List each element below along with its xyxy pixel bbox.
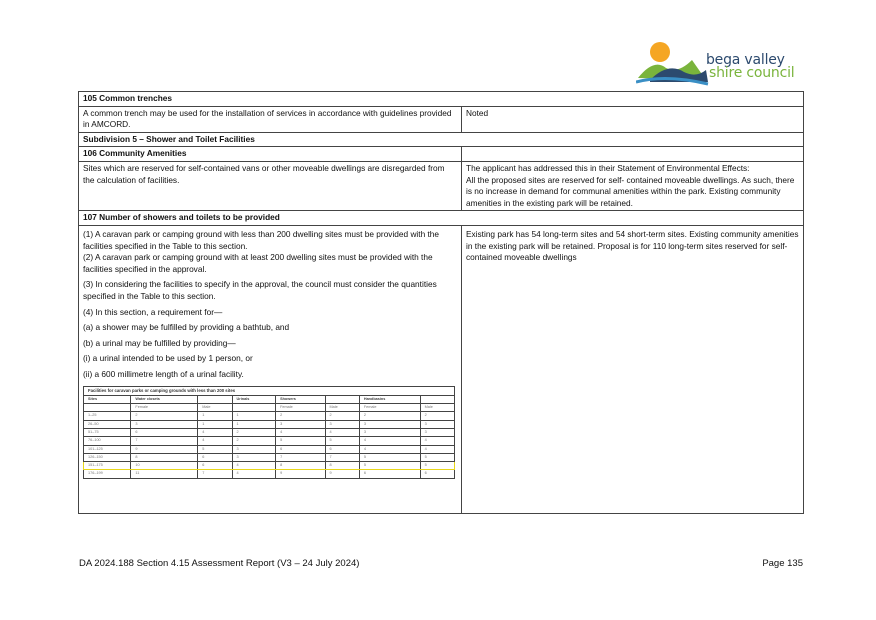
mini-table-cell: 7: [131, 437, 198, 445]
mini-h1-cell: [325, 395, 359, 403]
mini-h1-cell: Handbasins: [359, 395, 420, 403]
mini-table-title: Facilities for caravan parks or camping grounds with less than 200 sites: [84, 387, 455, 395]
mini-h2-cell: Female: [359, 404, 420, 412]
mini-header-2: [84, 404, 455, 412]
mini-table-cell: 4: [232, 462, 276, 470]
mini-table-cell: 2: [232, 428, 276, 436]
mini-table-cell: 4: [198, 428, 232, 436]
mini-table-cell: 7: [276, 453, 325, 461]
mini-h2-cell: Female: [276, 404, 325, 412]
sun-icon: [650, 42, 670, 62]
mini-table-cell: 4: [359, 445, 420, 453]
footer-report-title: DA 2024.188 Section 4.15 Assessment Report (V3 – 24 July 2024): [79, 558, 360, 569]
mini-table-cell: 2: [232, 437, 276, 445]
mini-table-cell: 7: [325, 453, 359, 461]
mini-table-cell: 26–50: [84, 420, 131, 428]
mini-table-cell: 3: [420, 420, 454, 428]
mini-h1-cell: [198, 395, 232, 403]
mini-table-row: [84, 420, 455, 428]
mini-table-row: [84, 453, 455, 461]
mini-table-cell: 5: [359, 453, 420, 461]
mini-table-cell: 6: [276, 445, 325, 453]
section-105-header: [79, 92, 804, 107]
mini-table-cell: 6: [359, 470, 420, 478]
mini-table-cell: 5: [325, 437, 359, 445]
mini-table-row: [84, 462, 455, 470]
section-106-right-p2: All the proposed sites are reserved for self- contained moveable dwellings. As such, there is no increase in demand for communal amenities within the park. Existing community amenities in the existing park will be retained.: [466, 174, 795, 208]
mini-table-cell: 8: [276, 462, 325, 470]
mini-table-row: [84, 445, 455, 453]
mini-table-cell: 2: [420, 412, 454, 420]
section-105-left: A common trench may be used for the installation of services in accordance with guidelines provided in AMCORD.: [79, 106, 462, 132]
mini-table-cell: 76–100: [84, 437, 131, 445]
section-106-left: Sites which are reserved for self-contained vans or other moveable dwellings are disregarded from the calculation of facilities.: [79, 161, 462, 210]
mini-table-cell: 3: [359, 428, 420, 436]
logo-text-line2: shire council: [709, 65, 795, 81]
mini-table-cell: 4: [359, 437, 420, 445]
mini-table-cell: 6: [325, 445, 359, 453]
mini-h2-cell: Male: [420, 404, 454, 412]
mini-h2-cell: Female: [131, 404, 198, 412]
section-106-title: 106 Community Amenities: [79, 147, 462, 162]
mini-table-cell: 3: [359, 420, 420, 428]
mini-h1-cell: [420, 395, 454, 403]
mini-table-cell: 8: [325, 462, 359, 470]
mini-h1-cell: Water closets: [131, 395, 198, 403]
facilities-mini-table: [83, 386, 455, 478]
mini-table-cell: 101–125: [84, 445, 131, 453]
mini-table-cell: 4: [276, 428, 325, 436]
mini-table-cell: 176–199: [84, 470, 131, 478]
mini-header-1: [84, 395, 455, 403]
mini-table-cell: 5: [276, 437, 325, 445]
assessment-table: [78, 91, 804, 514]
mini-table-cell: 2: [131, 412, 198, 420]
section-107-p1: (1) A caravan park or camping ground with less than 200 dwelling sites must be provided with the facilities specified in the Table to this section.: [83, 228, 440, 251]
section-106-right: [462, 161, 804, 210]
mini-h2-cell: [232, 404, 276, 412]
mini-table-cell: 1–25: [84, 412, 131, 420]
section-107-p7: (i) a urinal intended to be used by 1 person, or: [83, 353, 253, 364]
mini-table-cell: 3: [276, 420, 325, 428]
mini-table-cell: 9: [131, 445, 198, 453]
mini-table-cell: 4: [232, 470, 276, 478]
section-105-title: 105 Common trenches: [79, 92, 804, 107]
mini-table-cell: 1: [232, 412, 276, 420]
section-107-p2: (2) A caravan park or camping ground with at least 200 dwelling sites must be provided with the facilities specified in the approval.: [83, 252, 433, 274]
mini-table-cell: 51–75: [84, 428, 131, 436]
mini-table-cell: 5: [198, 445, 232, 453]
mini-table-cell: 3: [325, 420, 359, 428]
mini-h2-cell: [84, 404, 131, 412]
mini-table-cell: 4: [420, 437, 454, 445]
section-106-title-empty: [462, 147, 804, 162]
subdivision-5-heading: Subdivision 5 – Shower and Toilet Facilities: [79, 132, 804, 147]
mini-table-cell: 2: [359, 412, 420, 420]
mini-table-row: [84, 470, 455, 478]
section-107-p4: (4) In this section, a requirement for—: [83, 306, 223, 317]
mini-table-cell: 3: [131, 420, 198, 428]
mini-h1-cell: Sites: [84, 395, 131, 403]
mini-table-cell: 3: [420, 428, 454, 436]
section-107-right: Existing park has 54 long-term sites and 54 short-term sites. Existing community amenities in the existing park will be retained. Proposal is for 110 long-term sites reserved for self- contained moveable dwellings: [462, 225, 804, 513]
mini-table-cell: 5: [359, 462, 420, 470]
mini-table-cell: 8: [131, 453, 198, 461]
mini-table-cell: 1: [198, 420, 232, 428]
mini-table-cell: 5: [420, 453, 454, 461]
mini-table-cell: 6: [198, 462, 232, 470]
mini-table-cell: 4: [325, 428, 359, 436]
section-105-row: [79, 106, 804, 132]
mini-table-cell: 151–175: [84, 462, 131, 470]
mini-table-cell: 126–150: [84, 453, 131, 461]
section-107-p5: (a) a shower may be fulfilled by providing a bathtub, and: [83, 322, 290, 333]
mini-table-cell: 1: [232, 420, 276, 428]
logo-text-line1: bega valley: [706, 52, 785, 68]
mini-table-cell: 3: [232, 453, 276, 461]
mini-table-cell: 1: [198, 412, 232, 420]
mini-h1-cell: Urinals: [232, 395, 276, 403]
section-107-p6: (b) a urinal may be fulfilled by providing—: [83, 337, 236, 348]
mini-table-cell: 7: [198, 470, 232, 478]
section-107-p8: (ii) a 600 millimetre length of a urinal facility.: [83, 368, 244, 379]
mini-table-row: [84, 437, 455, 445]
mini-table-cell: 6: [131, 428, 198, 436]
mini-table-row: [84, 428, 455, 436]
mini-h1-cell: Showers: [276, 395, 325, 403]
mini-table-cell: 4: [420, 445, 454, 453]
section-107-p3: (3) In considering the facilities to specify in the approval, the council must consider the quantities specified in the Table to this section.: [83, 279, 437, 301]
section-105-right: Noted: [462, 106, 804, 132]
mini-table-cell: 11: [131, 470, 198, 478]
section-107-left: [79, 225, 462, 513]
mini-table-cell: 3: [232, 445, 276, 453]
mini-h2-cell: Male: [198, 404, 232, 412]
mini-table-body: [84, 412, 455, 478]
mini-table-cell: 6: [198, 453, 232, 461]
mini-table-cell: 9: [276, 470, 325, 478]
mini-table-cell: 2: [325, 412, 359, 420]
mini-table-row: [84, 412, 455, 420]
mini-table-cell: 10: [131, 462, 198, 470]
mini-table-cell: 2: [276, 412, 325, 420]
mini-table-cell: 4: [198, 437, 232, 445]
mini-table-cell: 6: [420, 470, 454, 478]
mini-table-cell: 5: [420, 462, 454, 470]
section-107-title: 107 Number of showers and toilets to be provided: [79, 211, 804, 226]
footer-page-number: Page 135: [762, 558, 803, 569]
mini-table-cell: 9: [325, 470, 359, 478]
section-106-right-p1: The applicant has addressed this in their Statement of Environmental Effects:: [466, 162, 750, 173]
mini-h2-cell: Male: [325, 404, 359, 412]
